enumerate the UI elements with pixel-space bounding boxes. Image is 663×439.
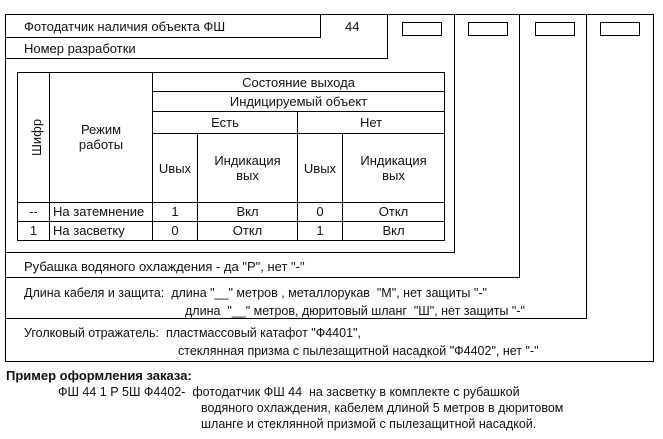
output-state-header: Состояние выхода (153, 73, 445, 92)
table-row (18, 221, 445, 240)
example-line-3: шланге и стеклянной призмой с пылезащитной насадкой. (201, 417, 537, 431)
code-box-cable (600, 22, 640, 36)
dev-number-label: Номер разработки (24, 41, 136, 56)
example-title: Пример оформления заказа: (6, 368, 192, 383)
row-absent-ind: Откл (343, 202, 445, 221)
row-mode: На засветку (50, 221, 153, 240)
row-present-ind: Вкл (198, 202, 298, 221)
row-cipher: 1 (18, 221, 50, 240)
absent-indication-header: Индикация вых (343, 134, 445, 202)
cipher-header-cell (18, 73, 50, 203)
row-present-u: 1 (153, 202, 198, 221)
example-line-1: ФШ 44 1 Р 5Ш Ф4402- фотодатчик ФШ 44 на засветку в комплекте с рубашкой (58, 385, 520, 399)
product-title: Фотодатчик наличия объекта ФШ (24, 19, 226, 34)
reflector-option-line-1: Уголковый отражатель: пластмассовый катафот "Ф4401", (24, 326, 361, 340)
code-box-dev-number (402, 22, 442, 36)
mode-header-cell (50, 73, 153, 203)
row-mode: На затемнение (50, 202, 153, 221)
present-uout-header: Uвых (153, 134, 198, 202)
present-indication-header: Индикация вых (198, 134, 298, 202)
row-absent-u: 1 (298, 221, 343, 240)
cable-option-line-2: длина "__" метров, дюритовый шланг "Ш", нет защиты "-" (185, 304, 525, 318)
row-absent-u: 0 (298, 202, 343, 221)
row-absent-ind: Вкл (343, 221, 445, 240)
cable-option-line-1: Длина кабеля и защита: длина "__" метров , металлорукав "М", нет защиты "-" (24, 286, 487, 300)
cooling-option: Рубашка водяного охлаждения - да "Р", нет "-" (24, 259, 305, 274)
row-cipher: -- (18, 202, 50, 221)
example-line-2: водяного охлаждения, кабелем длиной 5 метров в дюритовом (201, 401, 564, 415)
code-box-cipher (468, 22, 508, 36)
mode-header: Режим работы (78, 122, 124, 153)
present-header: Есть (153, 112, 298, 134)
reflector-option-line-2: стеклянная призма с пылезащитной насадкой "Ф4402", нет "-" (178, 344, 539, 358)
row-present-ind: Откл (198, 221, 298, 240)
code-box-cooling (535, 22, 575, 36)
absent-uout-header: Uвых (298, 134, 343, 202)
product-code: 44 (345, 19, 360, 34)
cipher-header: Шифр (29, 118, 45, 156)
mode-table (17, 72, 445, 241)
indicated-object-header: Индицируемый объект (153, 92, 445, 112)
absent-header: Нет (298, 112, 445, 134)
table-row (18, 202, 445, 221)
row-present-u: 0 (153, 221, 198, 240)
